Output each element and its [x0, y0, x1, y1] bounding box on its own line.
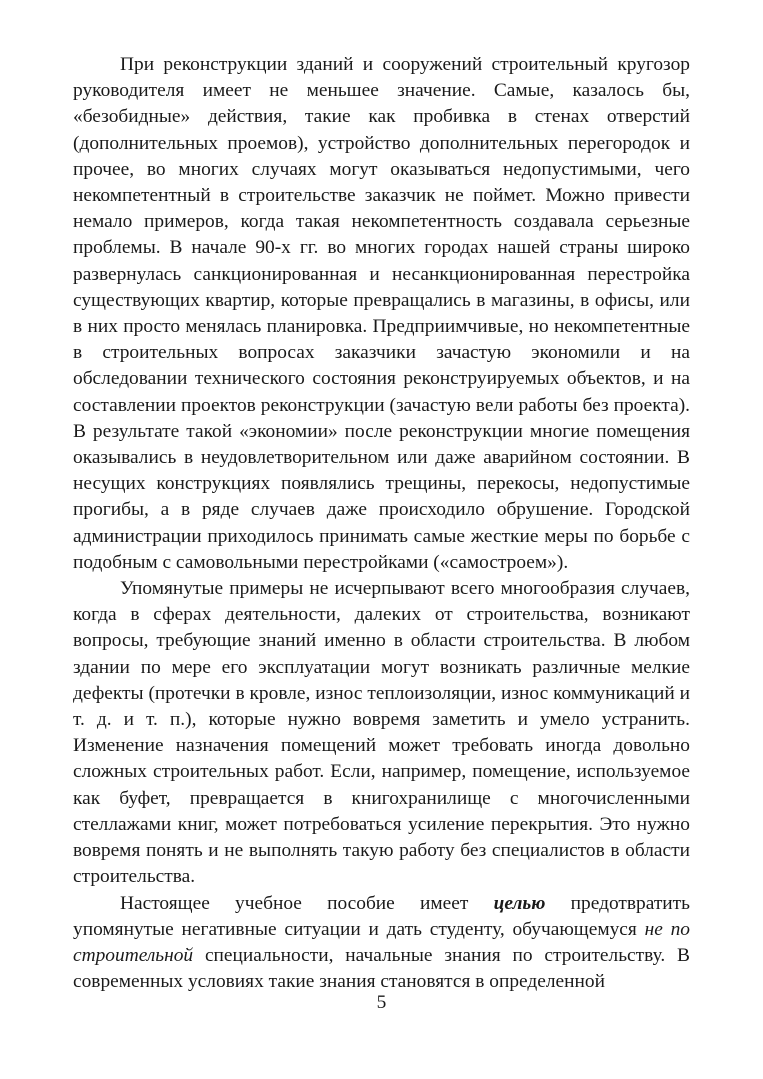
paragraph-3-part-2: предотвратить упомянутые негативные ситуации и дать студенту, обучающемуся [73, 892, 690, 940]
paragraph-3 [73, 891, 690, 996]
page-body [73, 52, 690, 995]
paragraph-3-part-1: Настоящее учебное пособие имеет [120, 892, 494, 914]
page-number: 5 [376, 992, 387, 1013]
paragraph-1: При реконструкции зданий и сооружений строительный кругозор руководителя имеет не меньшее значение. Самые, казалось бы, «безобидные» действия, такие как пробивка в стенах отверстий (дополнительных проемов), устройство дополнительных перегородок и прочее, во многих случаях могут оказываться недопустимыми, чего некомпетентный в строительстве заказчик не поймет. Можно привести немало примеров, когда такая некомпетентность создавала серьезные проблемы. В начале 90-х гг. во многих городах нашей страны широко развернулась санкционированная и несанкционированная перестройка существующих квартир, которые превращались в магазины, в офисы, или в них просто менялась планировка. Предприимчивые, но некомпетентные в строительных вопросах заказчики зачастую экономили и на обследовании технического состояния реконструируемых объектов, и на составлении проектов реконструкции (зачастую вели работы без проекта). В результате такой «экономии» после реконструкции многие помещения оказывались в неудовлетворительном или даже аварийном состоянии. В несущих конструкциях появлялись трещины, перекосы, недопустимые прогибы, а в ряде случаев даже происходило обрушение. Городской администрации приходилось принимать самые жесткие меры по борьбе с подобным с самовольными перестройками («самостроем»). [73, 54, 690, 573]
paragraph-3-part-3: специальности, начальные знания по строительству. В современных условиях такие знания становятся в определенной [73, 944, 690, 993]
emphasis-goal: целью [493, 892, 546, 914]
emphasis-non-construction: не по строительной [73, 918, 690, 966]
paragraph-2: Упомянутые примеры не исчерпывают всего многообразия случаев, когда в сферах деятельности, далеких от строительства, возникают вопросы, требующие знаний именно в области строительства. В любом здании по мере его эксплуатации могут возникать различные мелкие дефекты (протечки в кровле, износ теплоизоляции, износ коммуникаций и т. д. и т. п.), которые нужно вовремя заметить и умело устранить. Изменение назначения помещений может требовать иногда довольно сложных строительных работ. Если, например, помещение, используемое как буфет, превращается в книгохранилище с многочисленными стеллажами книг, может потребоваться усиление перекрытия. Это нужно вовремя понять и не выполнять такую работу без специалистов в области строительства. [73, 578, 690, 888]
